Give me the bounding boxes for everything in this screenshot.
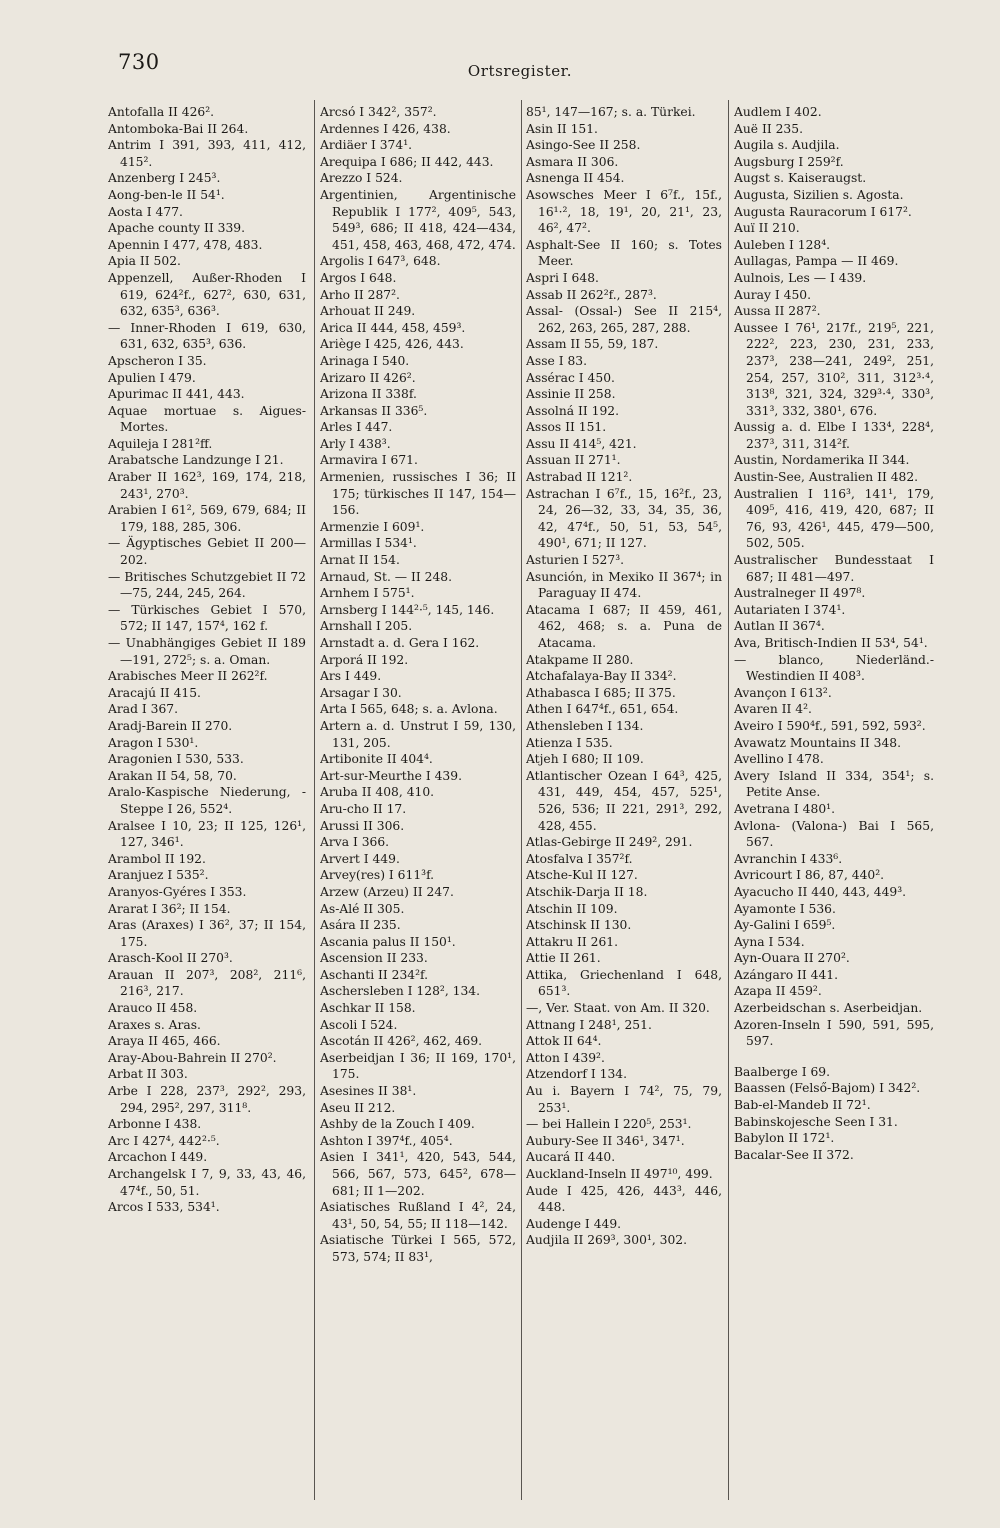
index-entry: Arequipa I 686; II 442, 443. [320, 154, 494, 169]
index-entry: Austin-See, Australien II 482. [734, 470, 919, 485]
index-entry: Autariaten I 374¹. [734, 602, 846, 617]
index-entry: Azoren-Inseln I 590, 591, 595, 597. [734, 1017, 934, 1049]
index-entry: Apulien I 479. [108, 370, 196, 385]
index-entry: Anzenberg I 245³. [108, 171, 221, 186]
index-entry: Aubury-See II 346¹, 347¹. [526, 1133, 685, 1148]
index-entry: Auë II 235. [734, 121, 803, 136]
index-entry: Araya II 465, 466. [108, 1034, 221, 1049]
index-entry: Aude I 425, 426, 443³, 446, 448. [526, 1183, 722, 1215]
index-entry: Attie II 261. [526, 951, 601, 966]
index-entry: Augst s. Kaiseraugst. [734, 171, 867, 186]
index-entry: Aralo-Kaspische Niederung, -Steppe I 26, 552⁴. [108, 785, 306, 816]
index-entry: Auray I 450. [734, 287, 812, 302]
index-entry: Audlem I 402. [734, 105, 822, 119]
index-entry: Armenzie I 609¹. [320, 519, 425, 534]
index-entry: Atton I 439². [526, 1050, 605, 1065]
index-entry: Arauco II 458. [108, 1001, 198, 1016]
index-entry: Aveiro I 590⁴f., 591, 592, 593². [734, 718, 926, 733]
index-entry: Arnhem I 575¹. [320, 586, 415, 601]
index-entry: Aserbeidjan I 36; II 169, 170¹, 175. [320, 1050, 516, 1082]
index-entry: Arezzo I 524. [320, 171, 403, 186]
index-entry: Artern a. d. Unstrut I 59, 130, 131, 205. [320, 718, 516, 750]
index-entry: Ardennes I 426, 438. [320, 121, 451, 136]
index-entry: Aschersleben I 128², 134. [320, 984, 481, 999]
index-entry: Arnaud, St. — II 248. [320, 569, 453, 584]
index-entry: Asesines II 38¹. [320, 1084, 417, 1099]
index-entry: Austin, Nordamerika II 344. [734, 453, 910, 468]
index-entry: 85¹, 147—167; s. a. Türkei. [526, 105, 696, 119]
index-entry: Ascoli I 524. [320, 1017, 398, 1032]
section-gap [734, 1050, 934, 1064]
index-entry: Apurimac II 441, 443. [108, 387, 245, 402]
index-entry: Ardiäer I 374¹. [320, 138, 413, 153]
index-entry: Aussee I 76¹, 217f., 219⁵, 221, 222², 223, 230, 231, 233, 237³, 238—241, 249², 251, 254, 257, 310², 311, 312³·⁴, 313⁸, 321, 324, 329³·⁴, 330³, 331³, 332, 380¹, 676. [734, 320, 934, 418]
index-entry: Arizona II 338f. [320, 387, 417, 402]
index-entry: Argos I 648. [320, 270, 397, 285]
index-entry: Assal- (Ossal-) See II 215⁴, 262, 263, 265, 287, 288. [526, 304, 722, 335]
index-entry: Ayna I 534. [734, 934, 805, 949]
index-entry: Astrachan I 6⁷f., 15, 16²f., 23, 24, 26—32, 33, 34, 35, 36, 42, 47⁴f., 50, 51, 53, 54⁵, 490¹, 671; II 127. [526, 486, 722, 551]
index-entry: Arta I 565, 648; s. a. Avlona. [320, 702, 498, 717]
index-entry: Arnshall I 205. [320, 619, 413, 634]
index-entry: Argentinien, Argentinische Republik I 177², 409⁵, 543, 549³, 686; II 418, 424—434, 451, 458, 463, 468, 472, 474. [320, 187, 516, 252]
index-entry: Asiatisches Rußland I 4², 24, 43¹, 50, 54, 55; II 118—142. [320, 1200, 516, 1231]
index-entry: Astrabad II 121². [526, 470, 633, 485]
index-entry: Audenge I 449. [526, 1216, 622, 1231]
index-entry: Appenzell, Außer-Rhoden I 619, 624²f., 627², 630, 631, 632, 635³, 636³. [108, 270, 306, 319]
index-entry: Araxes s. Aras. [108, 1017, 201, 1032]
index-entry: Aseu II 212. [320, 1100, 396, 1115]
index-entry: Arnstadt a. d. Gera I 162. [320, 636, 480, 650]
index-entry: Arbonne I 438. [108, 1117, 202, 1132]
index-entry: Antomboka-Bai II 264. [108, 121, 249, 136]
index-entry: Arvey(res) I 611³f. [320, 868, 435, 883]
index-entry: Arsagar I 30. [320, 685, 402, 700]
index-entry: Autlan II 367⁴. [734, 619, 825, 634]
index-entry: Arvert I 449. [320, 851, 400, 866]
index-entry: Augusta Rauracorum I 617². [734, 204, 912, 219]
index-entry: Arhouat II 249. [320, 304, 416, 319]
index-entry: Arauan II 207³, 208², 211⁶, 216³, 217. [108, 967, 306, 999]
index-entry: Arasch-Kool II 270³. [108, 951, 233, 966]
index-entry: Arho II 287². [320, 287, 400, 302]
index-entry: Arzew (Arzeu) II 247. [320, 884, 454, 899]
index-entry: Ayacucho II 440, 443, 449³. [734, 884, 907, 899]
index-entry: Arkansas II 336⁵. [320, 403, 428, 418]
index-entry: — bei Hallein I 220⁵, 253¹. [526, 1117, 692, 1132]
index-entry: Asse I 83. [526, 353, 588, 368]
index-entry: Babinskojesche Seen I 31. [734, 1114, 898, 1129]
index-entry: Avricourt I 86, 87, 440². [734, 868, 885, 883]
index-entry: Aquae mortuae s. Aigues-Mortes. [108, 403, 306, 435]
index-column-3 [526, 104, 722, 1504]
index-entry: Artibonite II 404⁴. [320, 752, 433, 767]
index-entry: Atlas-Gebirge II 249², 291. [526, 835, 693, 850]
index-entry: Apia II 502. [108, 254, 181, 269]
index-entry: Ascania palus II 150¹. [320, 934, 456, 949]
index-entry: Attika, Griechenland I 648, 651³. [526, 967, 722, 999]
index-entry: Atienza I 535. [526, 735, 613, 750]
index-entry: Arad I 367. [108, 702, 179, 717]
index-column-1 [108, 104, 306, 1504]
index-entry: Ascotán II 426², 462, 469. [320, 1034, 483, 1049]
index-entry: Aullagas, Pampa — II 469. [734, 254, 899, 269]
index-entry: Aray-Abou-Bahrein II 270². [108, 1050, 277, 1065]
index-entry: Ava, Britisch-Indien II 53⁴, 54¹. [734, 636, 928, 650]
index-entry: Apache county II 339. [108, 221, 246, 236]
index-entry: Aucará II 440. [526, 1150, 616, 1165]
index-entry: Ashby de la Zouch I 409. [320, 1117, 475, 1132]
index-entry: Assu II 414⁵, 421. [526, 436, 637, 451]
index-entry: Araber II 162³, 169, 174, 218, 243¹, 270³. [108, 470, 306, 501]
index-entry: Babylon II 172¹. [734, 1131, 835, 1146]
index-entry: Asára II 235. [320, 918, 401, 933]
index-entry: Antrim I 391, 393, 411, 412, 415². [108, 138, 306, 169]
index-column-2 [320, 104, 516, 1504]
index-entry: Audjila II 269³, 300¹, 302. [526, 1233, 688, 1248]
index-entry: — blanco, Niederländ.-Westindien II 408³. [734, 652, 934, 684]
index-entry: Augusta, Sizilien s. Agosta. [734, 187, 904, 202]
index-entry: Aras (Araxes) I 36², 37; II 154, 175. [108, 918, 306, 949]
index-entry: Aosta I 477. [108, 204, 183, 219]
index-entry: Bacalar-See II 372. [734, 1147, 854, 1162]
index-entry: Australien I 116³, 141¹, 179, 409⁵, 416, 419, 420, 687; II 76, 93, 426¹, 445, 479—500, 502, 505. [734, 486, 934, 551]
index-entry: Aulnois, Les — I 439. [734, 270, 867, 285]
page-number: 730 [118, 50, 160, 74]
index-entry: Attok II 64⁴. [526, 1034, 602, 1049]
index-entry: Athen I 647⁴f., 651, 654. [526, 702, 679, 717]
index-entry: Arabien I 61², 569, 679, 684; II 179, 188, 285, 306. [108, 503, 306, 534]
index-entry: Aruba II 408, 410. [320, 785, 435, 800]
index-entry: Assérac I 450. [526, 370, 615, 385]
index-entry: Augila s. Audjila. [734, 138, 840, 153]
index-entry: Athensleben I 134. [526, 718, 644, 733]
index-entry: — Türkisches Gebiet I 570, 572; II 147, 157⁴, 162 f. [108, 602, 306, 634]
index-entry: Atsche-Kul II 127. [526, 868, 638, 883]
index-entry: Atchafalaya-Bay II 334². [526, 669, 677, 684]
index-entry: Arinaga I 540. [320, 353, 410, 368]
index-entry: Asin II 151. [526, 121, 598, 136]
index-entry: Ascension II 233. [320, 951, 428, 966]
index-entry: Atakpame II 280. [526, 652, 634, 667]
index-entry: — Britisches Schutzgebiet II 72—75, 244, 245, 264. [108, 569, 306, 601]
index-entry: Atlantischer Ozean I 64³, 425, 431, 449, 454, 457, 525¹, 526, 536; II 221, 291³, 292, 428, 455. [526, 768, 722, 833]
index-entry: Auckland-Inseln II 497¹⁰, 499. [526, 1167, 713, 1181]
index-entry: Assam II 55, 59, 187. [526, 337, 659, 352]
index-entry: Atschinsk II 130. [526, 918, 632, 933]
index-entry: Aralsee I 10, 23; II 125, 126¹, 127, 346¹. [108, 818, 306, 850]
index-entry: Aschkar II 158. [320, 1001, 416, 1016]
index-entry: Attnang I 248¹, 251. [526, 1017, 652, 1032]
index-entry: Asunción, in Mexiko II 367⁴; in Paraguay II 474. [526, 569, 722, 601]
index-entry: Arcsó I 342², 357². [320, 105, 437, 119]
index-entry: Arakan II 54, 58, 70. [108, 768, 237, 783]
index-entry: Augsburg I 259²f. [734, 154, 844, 169]
index-entry: Atacama I 687; II 459, 461, 462, 468; s. a. Puna de Atacama. [526, 602, 722, 650]
index-entry: Ay-Galini I 659⁵. [734, 918, 836, 933]
index-entry: Ariège I 425, 426, 443. [320, 337, 464, 352]
index-entry: Apscheron I 35. [108, 353, 207, 368]
index-entry: Arambol II 192. [108, 851, 206, 866]
index-entry: Aranjuez I 535². [108, 868, 209, 883]
index-entry: Ars I 449. [320, 669, 382, 684]
index-entry: Arva I 366. [320, 835, 390, 850]
index-entry: Auï II 210. [734, 221, 800, 236]
index-entry: Avellino I 478. [734, 752, 824, 767]
index-entry: Aussig a. d. Elbe I 133⁴, 228⁴, 237³, 311, 314²f. [734, 420, 934, 451]
index-entry: Ayn-Ouara II 270². [734, 951, 850, 966]
index-entry: Asturien I 527³. [526, 553, 625, 568]
index-entry: Avetrana I 480¹. [734, 801, 835, 816]
index-entry: —, Ver. Staat. von Am. II 320. [526, 1001, 710, 1016]
index-entry: Arporá II 192. [320, 652, 409, 667]
index-entry: Art-sur-Meurthe I 439. [320, 768, 462, 783]
index-entry: Azerbeidschan s. Aserbeidjan. [734, 1001, 923, 1016]
index-entry: Aradj-Barein II 270. [108, 718, 233, 733]
index-entry: — Unabhängiges Gebiet II 189—191, 272⁵; s. a. Oman. [108, 636, 306, 667]
index-entry: Avlona- (Valona-) Bai I 565, 567. [734, 818, 934, 850]
index-entry: Asiatische Türkei I 565, 572, 573, 574; II 83¹, [320, 1233, 516, 1264]
index-entry: Aragon I 530¹. [108, 735, 199, 750]
index-entry: Avery Island II 334, 354¹; s. Petite Anse. [734, 768, 934, 800]
index-entry: Arica II 444, 458, 459³. [320, 320, 466, 335]
index-entry: Armenien, russisches I 36; II 175; türkisches II 147, 154—156. [320, 470, 516, 518]
index-entry: Australneger II 497⁸. [734, 586, 866, 601]
index-entry: Aong-ben-le II 54¹. [108, 187, 225, 202]
index-entry: Aragonien I 530, 533. [108, 752, 244, 767]
index-entry: Atschin II 109. [526, 901, 618, 916]
index-column-4 [734, 104, 934, 1504]
index-entry: Assolná II 192. [526, 403, 620, 418]
index-entry: Aschanti II 234²f. [320, 967, 429, 982]
index-entry: Armavira I 671. [320, 453, 418, 468]
index-entry: Aracajú II 415. [108, 685, 201, 700]
index-entry: Asowsches Meer I 6⁷f., 15f., 16¹·², 18, 19¹, 20, 21¹, 23, 46², 47². [526, 187, 722, 236]
index-entry: Argolis I 647³, 648. [320, 254, 441, 269]
index-entry: — Ägyptisches Gebiet II 200—202. [108, 536, 306, 568]
index-entry: Arbat II 303. [108, 1067, 188, 1082]
index-entry: Assuan II 271¹. [526, 453, 621, 468]
index-entry: Antofalla II 426². [108, 105, 215, 119]
index-entry: Atosfalva I 357²f. [526, 851, 633, 866]
index-entry: Aspri I 648. [526, 270, 599, 285]
index-entry: Armillas I 534¹. [320, 536, 417, 551]
index-entry: — Inner-Rhoden I 619, 630, 631, 632, 635³, 636. [108, 320, 306, 352]
index-entry: Aru-cho II 17. [320, 801, 407, 816]
index-entry: Australischer Bundesstaat I 687; II 481—497. [734, 553, 934, 584]
index-entry: Asphalt-See II 160; s. Totes Meer. [526, 237, 722, 269]
index-entry: Arizaro II 426². [320, 370, 416, 385]
index-entry: Arnsberg I 144²·⁵, 145, 146. [320, 602, 495, 617]
index-entry: Assinie II 258. [526, 387, 616, 402]
index-entry: Avranchin I 433⁶. [734, 851, 843, 866]
index-entry: Arabatsche Landzunge I 21. [108, 453, 284, 468]
index-entry: Arbe I 228, 237³, 292², 293, 294, 295², 297, 311⁸. [108, 1084, 306, 1115]
index-entry: Arly I 438³. [320, 436, 391, 451]
index-entry: Arnat II 154. [320, 553, 400, 568]
index-entry: Assab II 262²f., 287³. [526, 287, 657, 302]
index-entry: Apennin I 477, 478, 483. [108, 237, 263, 252]
index-entry: Atschik-Darja II 18. [526, 884, 648, 899]
index-entry: Atjeh I 680; II 109. [526, 752, 644, 767]
index-entry: Asmara II 306. [526, 154, 619, 169]
index-entry: Ararat I 36²; II 154. [108, 901, 231, 916]
index-entry: Archangelsk I 7, 9, 33, 43, 46, 47⁴f., 50, 51. [108, 1167, 306, 1198]
index-entry: Arabisches Meer II 262²f. [108, 669, 268, 684]
index-entry: Attakru II 261. [526, 934, 619, 949]
index-entry: Ayamonte I 536. [734, 901, 836, 916]
index-entry: Aranyos-Gyéres I 353. [108, 884, 247, 899]
index-entry: Arc I 427⁴, 442²·⁵. [108, 1133, 220, 1148]
index-entry: Bab-el-Mandeb II 72¹. [734, 1098, 871, 1113]
index-entry: Avawatz Mountains II 348. [734, 735, 902, 750]
running-head: Ortsregister. [467, 62, 573, 80]
index-entry: Arles I 447. [320, 420, 393, 435]
index-entry: Assos II 151. [526, 420, 607, 435]
index-entry: Baassen (Felső-Bajom) I 342². [734, 1081, 921, 1096]
index-entry: Azángaro II 441. [734, 967, 839, 982]
index-entry: As-Alé II 305. [320, 901, 405, 916]
index-entry: Azapa II 459². [734, 984, 822, 999]
index-entry: Asien I 341¹, 420, 543, 544, 566, 567, 573, 645², 678—681; II 1—202. [320, 1150, 516, 1198]
index-entry: Auleben I 128⁴. [734, 237, 831, 252]
index-entry: Atzendorf I 134. [526, 1067, 628, 1082]
index-entry: Arcos I 533, 534¹. [108, 1200, 220, 1215]
index-entry: Au i. Bayern I 74², 75, 79, 253¹. [526, 1084, 722, 1115]
index-columns [108, 104, 944, 1504]
index-entry: Avançon I 613². [734, 685, 832, 700]
index-entry: Arussi II 306. [320, 818, 405, 833]
index-entry: Athabasca I 685; II 375. [526, 685, 676, 700]
index-entry: Aussa II 287². [734, 304, 821, 319]
index-entry: Ashton I 397⁴f., 405⁴. [320, 1133, 453, 1148]
index-entry: Asingo-See II 258. [526, 138, 641, 153]
index-entry: Aquileja I 281²ff. [108, 436, 213, 451]
index-entry: Baalberge I 69. [734, 1064, 831, 1079]
index-entry: Avaren II 4². [734, 702, 812, 717]
index-entry: Asnenga II 454. [526, 171, 625, 186]
index-entry: Arcachon I 449. [108, 1150, 208, 1165]
